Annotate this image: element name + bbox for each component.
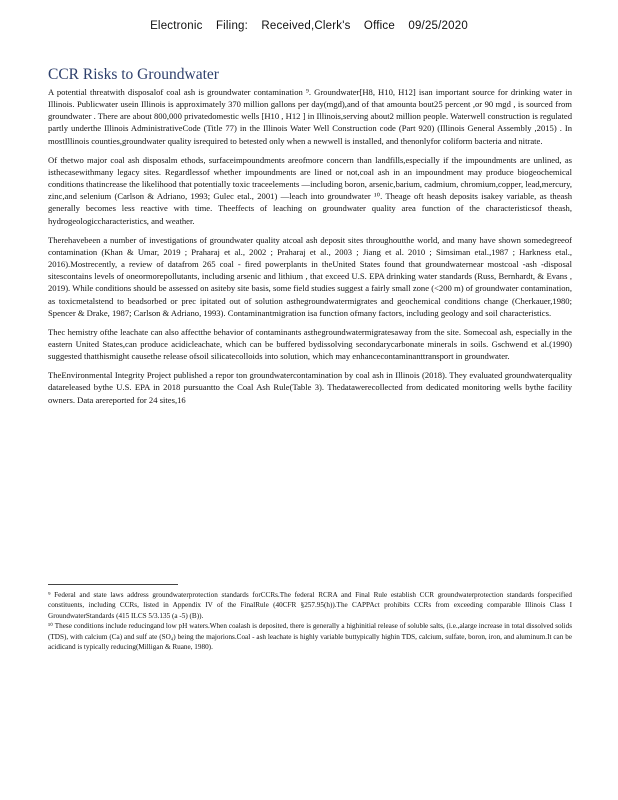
body-text [48, 86, 572, 413]
paragraph-investigations: Therehavebeen a number of investigations of groundwater quality atcoal ash deposit sites throughoutthe world, and many have shown somedegreeof contamination (Khan & Umar, 2019 ; Praharaj et al., 2002 ; Praharaj et al., 2003 ; Jiang et al. 2010 ; Simsiman etal.,1987 ; Harkness etal., 2016).Mostrecently, a review of datafrom 265 coal - fired powerplants in theUnited States found that groundwaternear mostcoal -ash -disposal sitescontains levels of oneormorepollutants, including arsenic and lithium , that exceed U.S. EPA drinking water standards (Russ, Bernhardt, & Evans , 2019). While conditions should be assessed on asiteby site basis, some field studies suggest a fairly small zone (<200 m) of groundwater contamination, as toxicmetalstend to beadsorbed or prec ipitated out of solution asthegroundwatermigrates and geochemical conditions change (Cherkauer,1980; Spencer & Drake, 1987; Carlson & Adriano, 1993). Contaminantmigration isa function ofmany factors, including geology and soil characteristics. [48, 234, 572, 318]
filing-header: Electronic Filing: Received,Clerk's Office 09/25/2020 [150, 20, 468, 32]
paragraph-disposal-methods: Of thetwo major coal ash disposalm ethods, surfaceimpoundments areofmore concern than landfills,especially if the impoundments are unlined, as isthecasewithmany legacy sites. Regardlessof whether impoundments are lined or not,coal ash in an impoundment may produce biogeochemical conditions thatincrease the likelihood that potentially toxic traceelements —including boron, arsenic,barium, cadmium, chromium,copper, lead,mercury, zinc,and selenium (Carlson & Adriano, 1993; Gulec etal., 2001) —leach into groundwater ¹⁰. Theage oft heash deposits isakey variable, as theash generally becomes less reactive with time. Theeffects of leaching on groundwater quality area function of the characteristicsof theash, hydrogeologiccharacteristics, and weather. [48, 154, 572, 226]
footnote-divider [48, 584, 178, 585]
paragraph-groundwater-threat: A potential threatwith disposalof coal ash is groundwater contamination ⁹. Groundwater[H8, H10, H12] isan important source for drinking water in Illinois. Publicwater usein Illinois is approximately 370 million gallons per day(mgd),and of that amounta bout25 percent ,or 90 mgd , is sourced from groundwater . There are about 800,000 privatedomestic wells [H10 , H12 ] in Illinois,serving about2 million people. Waterwell construction is regulated partly underthe Illinois AdministrativeCode (Title 77) in the Illinois Water Well Construction code (Part 920) (Illinois General Assembly ,2015) . In mostIllinois counties,groundwater quality isrequired to betested only when a newwell is installed, and thenonlyfor coliform bacteria and nitrate. [48, 87, 572, 146]
footnotes [48, 590, 572, 652]
paragraph-leachate-chemistry: Thec hemistry ofthe leachate can also affectthe behavior of contaminants asthegroundwatermigratesaway from the site. Somecoal ash, especially in the eastern United States,can produce acidicleachate, which can be buffered bydissolving secondarycarbonate minerals in soils. Gschwend et al.(1990) suggested thatthismight causethe release ofsoil silicatecolloids into solution, which may enhancecontaminanttransport in groundwater. [48, 326, 572, 362]
footnote-10: ¹⁰ These conditions include reducingand low pH waters.When coalash is deposited, there is generally a highinitial release of soluble salts, (i.e.,alarge increase in total dissolved solids (TDS), with calcium (Ca) and sulf ate (SO₄) being the majorions.Coal - ash leachate is highly variable buttypically highin TDS, calcium, sulfate, boron, iron, and aluminum.It can be acidicand is typically reducing(Milligan & Ruane, 1980). [48, 622, 572, 652]
paragraph-eip-report: TheEnvironmental Integrity Project published a repor ton groundwatercontamination by coal ash in Illinois (2018). They evaluated groundwaterquality datareleased bythe U.S. EPA in 2018 pursuantto the Coal Ash Rule(Table 3). Thedatawerecollected from dedicated monitoring wells bythe facility owners. Data arereported for 24 sites,16 [48, 370, 572, 405]
section-title: CCR Risks to Groundwater [48, 66, 219, 83]
footnote-9: ⁹ Federal and state laws address groundwaterprotection standards forCCRs.The federal RCRA and Final Rule establish CCR groundwaterprotection standards forspecified constituents, including CCRs, listed in Appendix IV of the FinalRule (40CFR §257.95(h)).The CAPPAct prohibits CCRs from exceeding comparable Illinois Class I GroundwaterStandards (415 ILCS 5/3.135 (a -5) (B)). [48, 591, 572, 620]
